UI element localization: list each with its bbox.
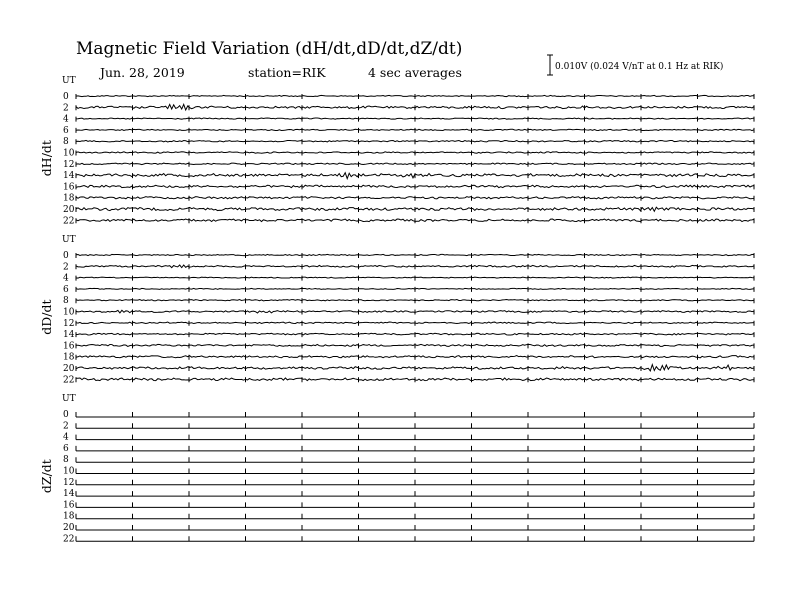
hour-tick-label: 4 <box>63 432 69 443</box>
hour-tick-label: 10 <box>63 307 75 318</box>
hour-tick-label: 0 <box>63 251 69 261</box>
hour-tick-label: 14 <box>63 171 75 182</box>
scale-label: 0.010V (0.024 V/nT at 0.1 Hz at RIK) <box>555 62 724 72</box>
hour-tick-label: 4 <box>63 273 69 284</box>
trace-row <box>63 444 754 454</box>
hour-tick-label: 16 <box>63 182 75 193</box>
station-label: station=RIK <box>248 65 326 80</box>
ut-label: UT <box>62 394 76 404</box>
hour-tick-label: 0 <box>63 410 69 420</box>
hour-tick-label: 6 <box>63 443 69 454</box>
trace-row <box>63 308 754 318</box>
hour-tick-label: 18 <box>63 193 75 204</box>
trace-row <box>63 274 754 284</box>
trace-row <box>63 467 754 477</box>
hour-tick-label: 22 <box>63 216 75 227</box>
hour-tick-label: 4 <box>63 114 69 125</box>
trace-row <box>63 455 754 465</box>
hour-tick-label: 12 <box>63 477 75 488</box>
hour-tick-label: 10 <box>63 148 75 159</box>
hour-tick-label: 22 <box>63 534 75 545</box>
hour-tick-label: 6 <box>63 125 69 136</box>
hour-tick-label: 20 <box>63 523 75 533</box>
trace-row <box>63 364 754 374</box>
panel-ylabel: dZ/dt <box>39 459 54 494</box>
trace-row <box>63 410 754 420</box>
trace-row <box>63 353 754 363</box>
date-label: Jun. 28, 2019 <box>100 65 185 80</box>
hour-tick-label: 18 <box>63 511 75 522</box>
ut-label: UT <box>62 235 76 245</box>
trace-row <box>63 160 754 170</box>
trace-row <box>63 478 754 488</box>
trace-row <box>63 500 754 510</box>
trace-row <box>63 251 754 261</box>
trace-row <box>63 182 754 192</box>
ut-label: UT <box>62 76 76 86</box>
hour-tick-label: 12 <box>63 318 75 329</box>
panels-group <box>39 76 754 544</box>
hour-tick-label: 12 <box>63 159 75 170</box>
hour-tick-label: 2 <box>63 262 69 273</box>
trace-row <box>63 115 754 125</box>
hour-tick-label: 0 <box>63 92 69 102</box>
trace-row <box>63 296 754 306</box>
trace-row <box>63 137 754 147</box>
panel-dD-dt <box>39 235 754 385</box>
trace-row <box>63 489 754 499</box>
trace-row <box>63 421 754 431</box>
hour-tick-label: 2 <box>63 103 69 114</box>
trace-row <box>63 330 754 340</box>
chart-title: Magnetic Field Variation (dH/dt,dD/dt,dZ/dt) <box>76 39 463 59</box>
trace-row <box>63 92 754 102</box>
panel-dH-dt <box>39 76 754 226</box>
trace-row <box>63 375 754 385</box>
hour-tick-label: 8 <box>63 137 69 148</box>
trace-row <box>63 341 754 351</box>
hour-tick-label: 20 <box>63 205 75 215</box>
trace-row <box>63 126 754 136</box>
trace-row <box>63 194 754 204</box>
hour-tick-label: 14 <box>63 489 75 500</box>
panel-ylabel: dD/dt <box>39 299 54 335</box>
trace-row <box>63 262 754 272</box>
hour-tick-label: 16 <box>63 341 75 352</box>
hour-tick-label: 6 <box>63 284 69 295</box>
panel-dZ-dt <box>39 394 754 544</box>
trace-row <box>63 285 754 295</box>
hour-tick-label: 8 <box>63 455 69 466</box>
hour-tick-label: 2 <box>63 421 69 432</box>
trace-row <box>63 319 754 329</box>
hour-tick-label: 8 <box>63 296 69 307</box>
hour-tick-label: 20 <box>63 364 75 374</box>
hour-tick-label: 16 <box>63 500 75 511</box>
trace-row <box>63 205 754 215</box>
panel-ylabel: dH/dt <box>39 140 54 177</box>
trace-row <box>63 149 754 159</box>
trace-row <box>63 433 754 443</box>
hour-tick-label: 22 <box>63 375 75 386</box>
trace-row <box>63 523 754 533</box>
averaging-label: 4 sec averages <box>368 65 462 80</box>
trace-row <box>63 534 754 544</box>
trace-row <box>63 512 754 522</box>
trace-row <box>63 216 754 226</box>
hour-tick-label: 10 <box>63 466 75 477</box>
hour-tick-label: 18 <box>63 352 75 363</box>
hour-tick-label: 14 <box>63 330 75 341</box>
scale-bar <box>547 55 723 75</box>
trace-row <box>63 103 754 113</box>
trace-row <box>63 171 754 181</box>
